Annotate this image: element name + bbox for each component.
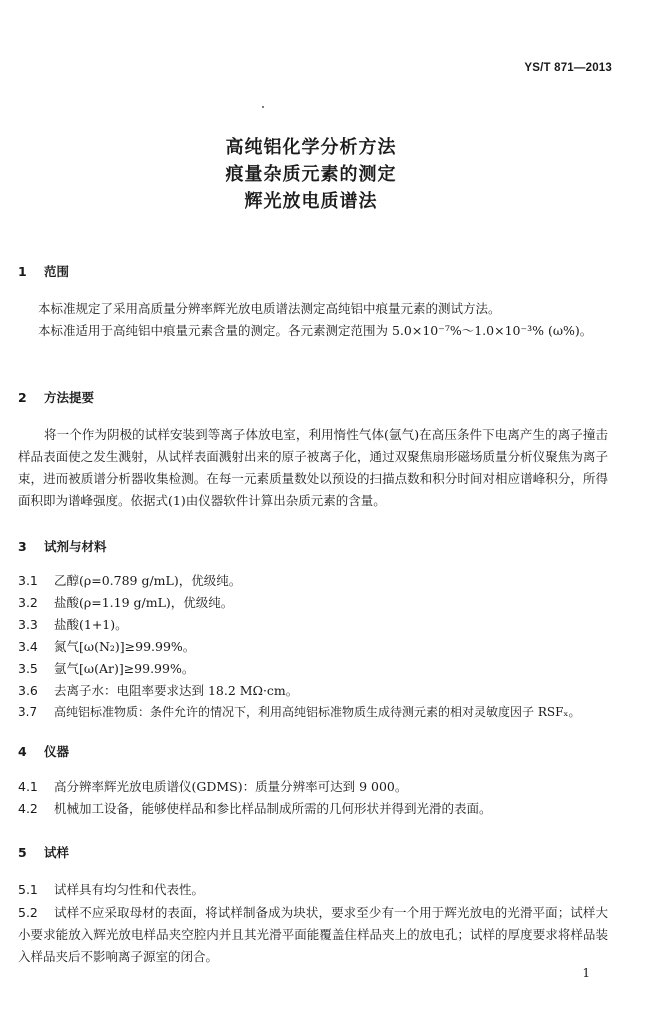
list-item <box>18 571 241 589</box>
section-4-heading <box>18 742 69 760</box>
item-text: 高纯铝标准物质：条件允许的情况下，利用高纯铝标准物质生成待测元素的相对灵敏度因子 RSFₓ。 <box>54 705 581 719</box>
item-text: 盐酸(1+1)。 <box>54 617 128 632</box>
list-item <box>18 880 204 898</box>
item-number: 5.2 <box>18 905 38 920</box>
item-text: 去离子水：电阻率要求达到 18.2 MΩ·cm。 <box>54 683 299 698</box>
section-2-heading <box>18 388 94 406</box>
item-text: 乙醇(ρ=0.789 g/mL)，优级纯。 <box>54 573 242 588</box>
page-number: 1 <box>582 966 590 980</box>
section-3-title: 试剂与材料 <box>44 539 107 554</box>
item-text: 试样具有均匀性和代表性。 <box>54 882 205 897</box>
list-item <box>18 593 233 611</box>
standard-code: YS/T 871—2013 <box>524 62 612 74</box>
title-line-2: 痕量杂质元素的测定 <box>225 164 397 185</box>
list-item <box>18 799 492 817</box>
section-2-para: 将一个作为阴极的试样安装到等离子体放电室，利用惰性气体(氩气)在高压条件下电离产生的离子撞击样品表面使之发生溅射，从试样表面溅射出来的原子被离子化，通过双聚焦扇形磁场质量分析仪聚焦为离子束，进而被质谱分析器收集检测。在每一元素质量数处以预设的扫描点数和积分时间对相应谱峰积分，所得面积即为谱峰强度。依据式(1)由仪器软件计算出杂质元素的含量。 <box>18 427 608 508</box>
title-line-1: 高纯铝化学分析方法 <box>225 137 397 158</box>
list-item <box>18 659 194 677</box>
section-5-item-2 <box>18 902 608 968</box>
item-number: 4.1 <box>18 779 38 794</box>
list-item <box>18 703 581 720</box>
item-number: 3.2 <box>18 595 38 610</box>
item-text: 机械加工设备，能够使样品和参比样品制成所需的几何形状并得到光滑的表面。 <box>54 801 492 816</box>
item-number: 4.2 <box>18 801 38 816</box>
item-number: 3.1 <box>18 573 38 588</box>
section-5-heading <box>18 843 69 861</box>
list-item <box>18 615 128 633</box>
scan-speck <box>262 106 264 108</box>
item-text: 氩气[ω(Ar)]≥99.99%。 <box>54 661 195 676</box>
item-number: 3.7 <box>18 705 38 719</box>
section-1-number: 1 <box>18 264 27 279</box>
section-4-number: 4 <box>18 744 27 759</box>
section-3-number: 3 <box>18 539 27 554</box>
item-number: 5.1 <box>18 882 38 897</box>
list-item <box>18 777 407 795</box>
item-text: 试样不应采取母材的表面，将试样制备成为块状，要求至少有一个用于辉光放电的光滑平面；试样大小要求能放入辉光放电样品夹空腔内并且其光滑平面能覆盖住样品夹上的放电孔；试样的厚度要求将样品装入样品夹后不影响离子源室的闭合。 <box>18 905 608 964</box>
item-number: 3.4 <box>18 639 38 654</box>
section-2-number: 2 <box>18 390 27 405</box>
list-item <box>18 681 298 699</box>
section-1-para-2: 本标准适用于高纯铝中痕量元素含量的测定。各元素测定范围为 5.0×10⁻⁷%～1.0×10⁻³% (ω%)。 <box>38 323 593 338</box>
section-2-title: 方法提要 <box>44 390 95 405</box>
item-text: 氮气[ω(N₂)]≥99.99%。 <box>54 639 196 654</box>
item-text: 盐酸(ρ=1.19 g/mL)，优级纯。 <box>54 595 234 610</box>
section-1-para-1: 本标准规定了采用高质量分辨率辉光放电质谱法测定高纯铝中痕量元素的测试方法。 <box>38 301 501 316</box>
section-1-heading <box>18 262 69 280</box>
item-text: 高分辨率辉光放电质谱仪(GDMS)：质量分辨率可达到 9 000。 <box>54 779 408 794</box>
section-4-title: 仪器 <box>44 744 70 759</box>
list-item <box>18 637 195 655</box>
section-3-heading <box>18 537 107 555</box>
item-number: 3.3 <box>18 617 38 632</box>
section-5-number: 5 <box>18 845 27 860</box>
title-line-3: 辉光放电质谱法 <box>244 191 378 212</box>
section-5-title: 试样 <box>44 845 70 860</box>
item-number: 3.6 <box>18 683 38 698</box>
item-number: 3.5 <box>18 661 38 676</box>
section-1-title: 范围 <box>44 264 70 279</box>
